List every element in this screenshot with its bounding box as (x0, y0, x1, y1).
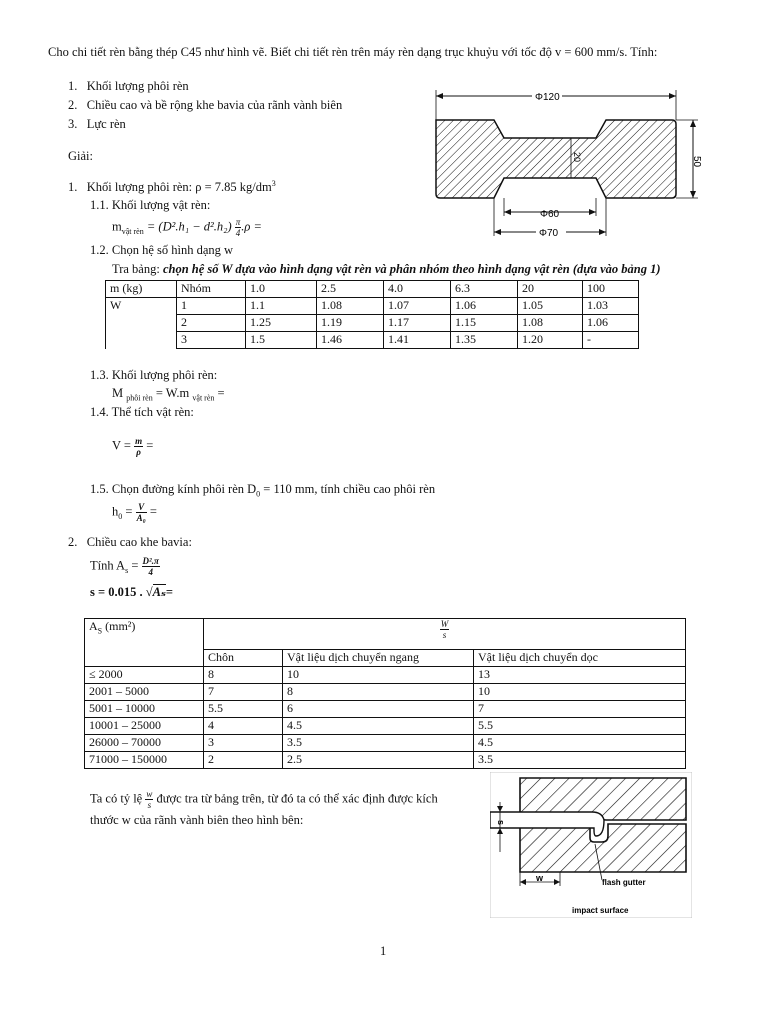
task-item: 2. Chiều cao và bề rộng khe bavia của rãnh vành biên (68, 98, 343, 112)
table-cell: ≤ 2000 (85, 667, 204, 684)
ratio-text: Ta có tỷ lệ $\frac{w}{s}$ được tra từ bảng trên, từ đó ta có thể xác định được kích (90, 789, 438, 810)
table-cell: 100 (583, 281, 639, 298)
table-cell: 1.20 (518, 332, 583, 349)
table-cell: Nhóm (177, 281, 246, 298)
dim-top: Φ120 (535, 92, 560, 103)
s14-title: 1.4. Thể tích vật rèn: (90, 405, 194, 419)
table-cell: 1.41 (384, 332, 451, 349)
table-cell: 1.25 (246, 315, 317, 332)
task-item: 3. Lực rèn (68, 117, 126, 131)
table-cell: 1.08 (317, 298, 384, 315)
table-cell: 5001 – 10000 (85, 701, 204, 718)
table-cell: 1.19 (317, 315, 384, 332)
s12-lookup: Tra bảng: chọn hệ số W dựa vào hình dạng vật rèn và phân nhóm theo hình dạng vật rèn (dựa vào bảng 1) (112, 262, 661, 276)
table-cell: Vật liệu dịch chuyển dọc (474, 650, 686, 667)
table-cell: 5.5 (204, 701, 283, 718)
table-cell: 1.46 (317, 332, 384, 349)
table-cell: Chôn (204, 650, 283, 667)
table-cell: 4.5 (474, 735, 686, 752)
dim-web: 20 (572, 152, 582, 163)
table-cell: 6 (283, 701, 474, 718)
table-cell: 5.5 (474, 718, 686, 735)
table-cell: 1.06 (583, 315, 639, 332)
table-cell: 1.15 (451, 315, 518, 332)
table-cell: 8 (283, 684, 474, 701)
table-cell: 2.5 (317, 281, 384, 298)
table-cell: 4.0 (384, 281, 451, 298)
solution-label: Giải: (68, 149, 93, 163)
s13-title: 1.3. Khối lượng phôi rèn: (90, 368, 218, 382)
table-cell: 10 (474, 684, 686, 701)
table-cell: $A_S$ (mm²) (85, 619, 204, 667)
table-cell: 1.35 (451, 332, 518, 349)
table-row (106, 332, 639, 349)
page-number: 1 (380, 944, 387, 958)
table-cell: 1.06 (451, 298, 518, 315)
table-row (85, 619, 686, 650)
s15-formula: $h_0$ = $\frac{V}{\text{A₀}}$ = (112, 502, 157, 523)
table-cell: 3.5 (283, 735, 474, 752)
table-cell: 3.5 (474, 752, 686, 769)
table-cell: 10001 – 25000 (85, 718, 204, 735)
task-item: 1. Khối lượng phôi rèn (68, 79, 189, 93)
table-cell: $\frac{W}{s}$ (204, 619, 686, 650)
table-cell: 3 (177, 332, 246, 349)
table-cell: 7 (204, 684, 283, 701)
table-cell: 13 (474, 667, 686, 684)
table-cell: 1.08 (518, 315, 583, 332)
table-cell: 6.3 (451, 281, 518, 298)
table-row (85, 684, 686, 701)
s11-title: 1.1. Khối lượng vật rèn: (90, 198, 211, 212)
table-cell: 10 (283, 667, 474, 684)
part-section (436, 120, 676, 198)
forging-part-drawing (428, 86, 710, 242)
table-row (85, 735, 686, 752)
table-row (106, 315, 639, 332)
table-cell: 2 (177, 315, 246, 332)
s13-formula: M $_{phôi rèn}$ = W.m $_{vật rèn}$ = (112, 386, 225, 403)
dim-height: 50 (691, 156, 702, 168)
s15-title: 1.5. Chọn đường kính phôi rèn $D_0 = 110$ mm, tính chiều cao phôi rèn (90, 482, 436, 499)
table-row (85, 667, 686, 684)
table-cell: 1.03 (583, 298, 639, 315)
table-cell: 20 (518, 281, 583, 298)
table-row (106, 298, 639, 315)
table-cell: 1.05 (518, 298, 583, 315)
table-row (85, 718, 686, 735)
table-cell: 4 (204, 718, 283, 735)
table-cell: 8 (204, 667, 283, 684)
dim-s: s (496, 820, 506, 826)
dim-w: w (536, 873, 544, 883)
s14-formula: V = $\frac{m}{\rho}$ = (112, 436, 154, 457)
flash-gutter-drawing (490, 772, 692, 918)
dim-bot: Φ70 (539, 228, 559, 239)
intro-text: Cho chi tiết rèn bằng thép C45 như hình vẽ. Biết chi tiết rèn trên máy rèn dạng trục khuỷu với tốc độ v = 600 mm/s. Tính: (48, 45, 658, 59)
table-cell: 3 (204, 735, 283, 752)
as-formula: Tính $A_s$ = $\frac{\text{D².π}}{4}$ (90, 556, 159, 577)
table-cell: 26000 – 70000 (85, 735, 204, 752)
s-formula: s = 0.015 . √Aₛ= (90, 585, 174, 599)
ratio-text-2: thước w của rãnh vành biên theo hình bên: (90, 813, 304, 827)
label-gutter: flash gutter (602, 878, 646, 887)
table-flash-ratio (84, 618, 686, 769)
table-cell: 7 (474, 701, 686, 718)
table-row (106, 281, 639, 298)
table-shape-factor (105, 280, 639, 349)
table-cell: 1.5 (246, 332, 317, 349)
table-row (85, 752, 686, 769)
s11-formula: $m_{vật rèn} = (D^2.h_1 - d^2.h_2)$ $\frac{\pi}{4}$ .ρ = (112, 217, 262, 238)
table-cell: m (kg) (106, 281, 177, 298)
table-cell: - (583, 332, 639, 349)
table-cell: 2001 – 5000 (85, 684, 204, 701)
table-row (85, 701, 686, 718)
table-cell: Vật liệu dịch chuyển ngang (283, 650, 474, 667)
label-surface: impact surface (572, 906, 629, 915)
section2-title: 2. Chiều cao khe bavia: (68, 535, 192, 549)
section1-title: 1. Khối lượng phôi rèn: ρ = 7.85 $kg/dm^3$ (68, 179, 276, 195)
table-cell: 4.5 (283, 718, 474, 735)
table-cell: 1.17 (384, 315, 451, 332)
table-cell: 2.5 (283, 752, 474, 769)
table-cell: 1 (177, 298, 246, 315)
table-cell: 1.07 (384, 298, 451, 315)
table-cell: 2 (204, 752, 283, 769)
dim-mid: Φ60 (540, 209, 560, 220)
s12-title: 1.2. Chọn hệ số hình dạng w (90, 243, 234, 257)
table-cell: 1.0 (246, 281, 317, 298)
table-cell: 1.1 (246, 298, 317, 315)
table-cell: 71000 – 150000 (85, 752, 204, 769)
table-cell: W (106, 298, 177, 349)
